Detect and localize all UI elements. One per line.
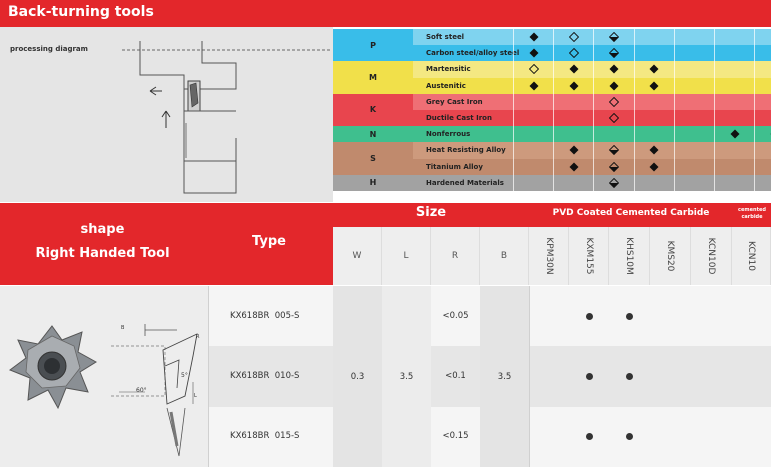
outline-diamond-icon — [569, 32, 579, 42]
grade-cell — [553, 142, 593, 158]
b-value: 3.5 — [497, 372, 512, 382]
availability-dot — [586, 373, 593, 380]
filled-diamond-icon — [649, 145, 659, 155]
grade-cell — [634, 110, 674, 126]
material-group-h: H — [333, 175, 413, 191]
filled-diamond-icon — [529, 48, 539, 58]
grade-cell — [634, 61, 674, 77]
material-name: Heat Resisting Alloy — [426, 146, 506, 155]
filled-diamond-icon — [649, 64, 659, 74]
availability-dot — [586, 433, 593, 440]
filled-diamond-icon — [609, 81, 619, 91]
half-diamond-icon — [609, 48, 619, 58]
grade-header-kpm30n — [529, 227, 569, 285]
grade-cell — [513, 110, 553, 126]
size-col-w: W — [333, 227, 382, 285]
grade-cell — [634, 159, 674, 175]
grade-cell — [674, 61, 714, 77]
filled-diamond-icon — [649, 162, 659, 172]
page-title: Back-turning tools — [8, 4, 154, 20]
cemented-carbide-title: cemented carbide — [738, 207, 766, 220]
grade-cell — [674, 94, 714, 110]
material-name: Ductile Cast Iron — [426, 114, 492, 123]
grade-label: KXM155 — [583, 237, 594, 275]
grade-cell — [714, 110, 754, 126]
grade-cell — [593, 94, 633, 110]
grade-cell — [513, 78, 553, 94]
grade-cell — [553, 175, 593, 191]
material-group-n: N — [333, 126, 413, 142]
shape-subtitle: Right Handed Tool — [35, 246, 170, 261]
outline-diamond-icon — [609, 113, 619, 123]
grade-cell — [593, 45, 633, 61]
grade-cell — [754, 126, 771, 142]
outline-diamond-icon — [609, 97, 619, 107]
grade-cell — [674, 142, 714, 158]
grade-cell — [553, 110, 593, 126]
grade-cell — [513, 175, 553, 191]
product-type: KX618BR 010-S — [230, 371, 300, 381]
grade-header-kms20 — [650, 227, 691, 285]
grade-label: KCN10 — [746, 241, 756, 271]
product-type: KX618BR 005-S — [230, 311, 300, 321]
material-name: Hardened Materials — [426, 178, 504, 187]
availability-dot — [626, 373, 633, 380]
grade-cell — [674, 159, 714, 175]
grade-cell — [593, 61, 633, 77]
grade-cell — [674, 126, 714, 142]
material-group-k: K — [333, 94, 413, 126]
half-diamond-icon — [609, 178, 619, 188]
drawing-label-l: L — [194, 393, 197, 399]
grade-cell — [593, 159, 633, 175]
filled-diamond-icon — [730, 129, 740, 139]
grade-cell — [513, 45, 553, 61]
divider — [529, 286, 530, 467]
grade-cell — [714, 29, 754, 45]
outline-diamond-icon — [529, 64, 539, 74]
grade-cell — [593, 110, 633, 126]
processing-diagram-label: processing diagram — [10, 45, 88, 53]
grade-label: KHS10M — [624, 237, 634, 275]
size-col-r: R — [431, 227, 480, 285]
drawing-angle-60: 60° — [136, 387, 147, 394]
grade-cell — [634, 45, 674, 61]
grade-cell — [714, 175, 754, 191]
grade-cell — [634, 94, 674, 110]
grade-cell — [513, 94, 553, 110]
material-group-p: P — [333, 29, 413, 61]
grade-cell — [674, 175, 714, 191]
size-col-l: L — [382, 227, 431, 285]
grade-cell — [674, 110, 714, 126]
grade-cell — [553, 29, 593, 45]
grade-label: KPM30N — [543, 237, 554, 275]
grade-cell — [754, 94, 771, 110]
divider — [208, 286, 209, 467]
insert-photo — [4, 318, 100, 418]
grade-cell — [634, 126, 674, 142]
material-name: Carbon steel/alloy steel — [426, 49, 520, 58]
grade-cell — [674, 78, 714, 94]
drawing-label-b: B — [121, 325, 125, 331]
filled-diamond-icon — [569, 64, 579, 74]
technical-drawing — [105, 296, 208, 466]
grade-header-khs10m — [609, 227, 650, 285]
drawing-label-r: R — [196, 334, 200, 340]
outline-diamond-icon — [569, 48, 579, 58]
r-value: <0.15 — [442, 431, 469, 441]
grade-cell — [553, 94, 593, 110]
grade-cell — [593, 126, 633, 142]
size-col-b: B — [480, 227, 529, 285]
material-name: Soft steel — [426, 33, 465, 42]
availability-dot — [626, 313, 633, 320]
grade-cell — [553, 61, 593, 77]
grade-cell — [714, 142, 754, 158]
processing-diagram — [100, 33, 332, 198]
grade-cell — [553, 159, 593, 175]
availability-dot — [586, 313, 593, 320]
half-diamond-icon — [609, 32, 619, 42]
grade-cell — [714, 126, 754, 142]
grade-cell — [754, 78, 771, 94]
pvd-title: PVD Coated Cemented Carbide — [552, 208, 710, 218]
grade-cell — [714, 159, 754, 175]
material-name: Grey Cast Iron — [426, 97, 483, 106]
grade-cell — [513, 61, 553, 77]
grade-cell — [593, 29, 633, 45]
type-title: Type — [252, 234, 286, 249]
shape-title: shape — [80, 222, 125, 237]
grade-cell — [553, 78, 593, 94]
grade-cell — [634, 175, 674, 191]
grade-cell — [634, 78, 674, 94]
grade-cell — [714, 94, 754, 110]
grade-cell — [714, 45, 754, 61]
availability-dot — [626, 433, 633, 440]
filled-diamond-icon — [609, 64, 619, 74]
grade-header-kcn10d — [691, 227, 732, 285]
size-title: Size — [415, 205, 447, 220]
material-name: Titanium Alloy — [426, 162, 483, 171]
grade-cell — [513, 126, 553, 142]
drawing-angle-5: 5° — [181, 372, 188, 379]
grade-cell — [553, 45, 593, 61]
material-group-m: M — [333, 61, 413, 93]
l-value: 3.5 — [399, 372, 414, 382]
grade-cell — [553, 126, 593, 142]
half-diamond-icon — [609, 145, 619, 155]
filled-diamond-icon — [529, 81, 539, 91]
grade-cell — [714, 78, 754, 94]
material-name: Martensitic — [426, 65, 471, 74]
grade-cell — [513, 29, 553, 45]
half-diamond-icon — [609, 162, 619, 172]
grade-cell — [593, 175, 633, 191]
grade-cell — [754, 110, 771, 126]
grade-cell — [754, 29, 771, 45]
grade-cell — [754, 61, 771, 77]
filled-diamond-icon — [569, 162, 579, 172]
grade-cell — [754, 142, 771, 158]
grade-cell — [714, 61, 754, 77]
grade-label: KMS20 — [665, 240, 675, 272]
filled-diamond-icon — [569, 145, 579, 155]
grade-header-kxm155 — [569, 227, 609, 285]
grade-header-kcn10 — [732, 227, 771, 285]
material-name: Austenitic — [426, 81, 466, 90]
grade-cell — [754, 45, 771, 61]
grade-cell — [593, 142, 633, 158]
material-name: Nonferrous — [426, 130, 471, 139]
grade-cell — [513, 142, 553, 158]
grade-cell — [513, 159, 553, 175]
grade-cell — [593, 78, 633, 94]
w-value: 0.3 — [350, 372, 365, 382]
filled-diamond-icon — [569, 81, 579, 91]
grade-cell — [674, 29, 714, 45]
grade-label: KCN10D — [706, 237, 716, 275]
grade-cell — [634, 142, 674, 158]
grade-cell — [674, 45, 714, 61]
filled-diamond-icon — [529, 32, 539, 42]
r-value: <0.1 — [445, 371, 466, 381]
product-type: KX618BR 015-S — [230, 431, 300, 441]
material-group-s: S — [333, 142, 413, 174]
r-value: <0.05 — [442, 311, 469, 321]
filled-diamond-icon — [649, 81, 659, 91]
grade-cell — [754, 159, 771, 175]
grade-cell — [634, 29, 674, 45]
grade-cell — [754, 175, 771, 191]
